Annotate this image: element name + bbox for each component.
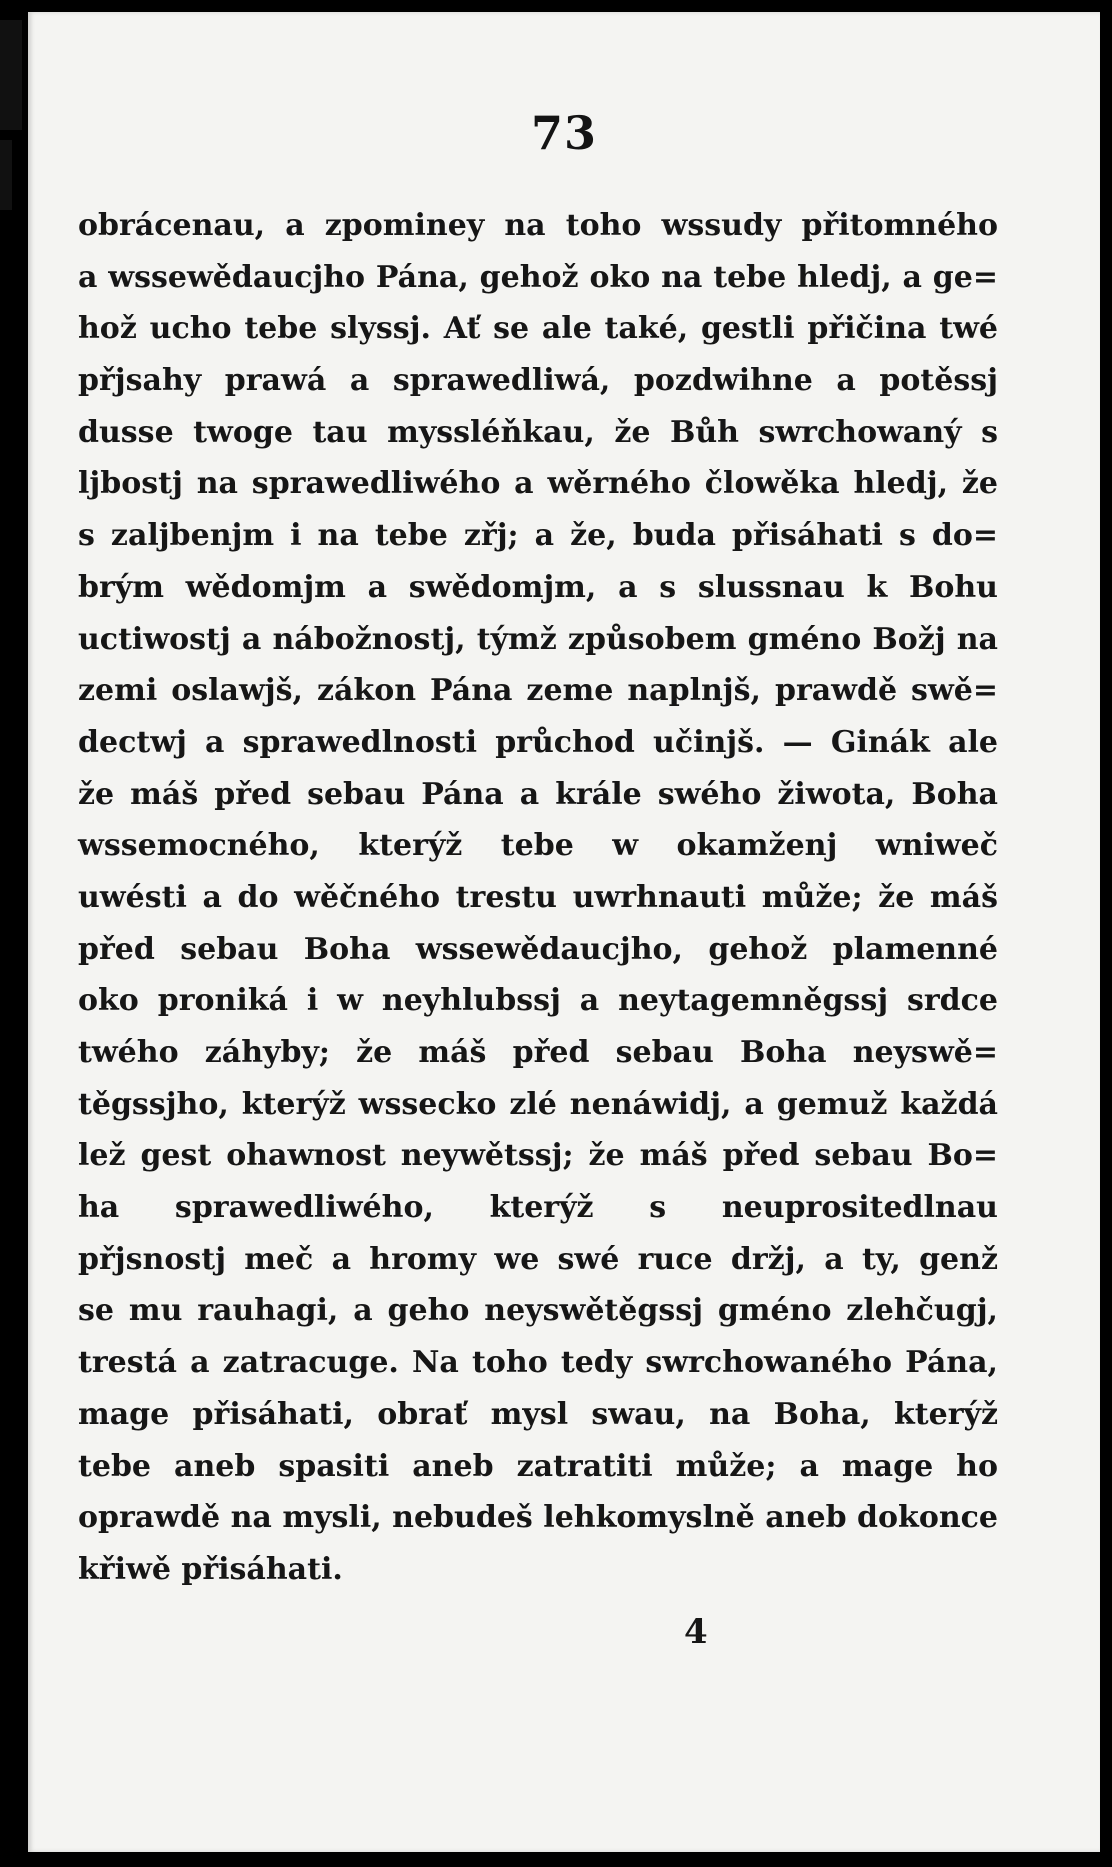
text-line: wssemocného, kterýž tebe w okamženj wniweč [78, 828, 998, 864]
text-line: křiwě přisáhati. [78, 1551, 343, 1587]
book-page [28, 12, 1100, 1852]
text-line: obrácenau, a zpominey na toho wssudy přitomného [78, 208, 998, 243]
text-line: ha sprawedliwého, kterýž s neuprositedlnau [78, 1190, 998, 1226]
text-line: mage přisáhati, obrať mysl swau, na Boha, kterýž [78, 1396, 998, 1432]
text-line: dectwj a sprawedlnosti průchod učinjš. — Ginák ale [78, 724, 998, 760]
binding-edge-mark [0, 20, 22, 130]
signature-mark: 4 [684, 1612, 708, 1652]
text-line: tebe aneb spasiti aneb zatratiti může; a mage ho [78, 1448, 998, 1484]
text-line: že máš před sebau Pána a krále swého žiwota, Boha [78, 776, 998, 812]
text-line: lež gest ohawnost neywětssj; že máš před sebau Bo= [78, 1138, 998, 1174]
text-line: trestá a zatracuge. Na toho tedy swrchowaného Pána, [78, 1345, 998, 1381]
text-line: dusse twoge tau myssléňkau, že Bůh swrchowaný s [78, 414, 998, 450]
body-text [78, 200, 998, 1596]
page-number: 73 [530, 106, 597, 160]
text-line: uctiwostj a nábožnostj, týmž způsobem gméno Božj na [78, 621, 998, 657]
text-line: s zaljbenjm i na tebe zřj; a že, buda přisáhati s do= [78, 518, 998, 554]
text-line: a wssewědaucjho Pána, gehož oko na tebe hledj, a ge= [78, 259, 998, 295]
text-line: oprawdě na mysli, nebudeš lehkomyslně aneb dokonce [78, 1500, 998, 1536]
text-line: přjsnostj meč a hromy we swé ruce držj, a ty, genž [78, 1241, 998, 1277]
text-line: zemi oslawjš, zákon Pána zeme naplnjš, prawdě swě= [78, 673, 998, 709]
text-line: hož ucho tebe slyssj. Ať se ale také, gestli přičina twé [78, 311, 998, 347]
text-line: oko proniká i w neyhlubssj a neytagemněgssj srdce [78, 983, 998, 1019]
text-line: twého záhyby; že máš před sebau Boha neyswě= [78, 1035, 998, 1070]
text-line: těgssjho, kterýž wssecko zlé nenáwidj, a gemuž každá [78, 1086, 998, 1122]
text-line: uwésti a do wěčného trestu uwrhnauti může; že máš [78, 879, 998, 915]
text-line: ljbostj na sprawedliwého a wěrného člowěka hledj, že [78, 466, 998, 502]
binding-edge-mark [0, 140, 12, 210]
text-line: přjsahy prawá a sprawedliwá, pozdwihne a potěssj [78, 363, 998, 399]
text-line: se mu rauhagi, a geho neyswětěgssj gméno zlehčugj, [78, 1293, 998, 1329]
text-line: brým wědomjm a swědomjm, a s slussnau k Bohu [78, 569, 998, 605]
text-line: před sebau Boha wssewědaucjho, gehož plamenné [78, 931, 998, 967]
